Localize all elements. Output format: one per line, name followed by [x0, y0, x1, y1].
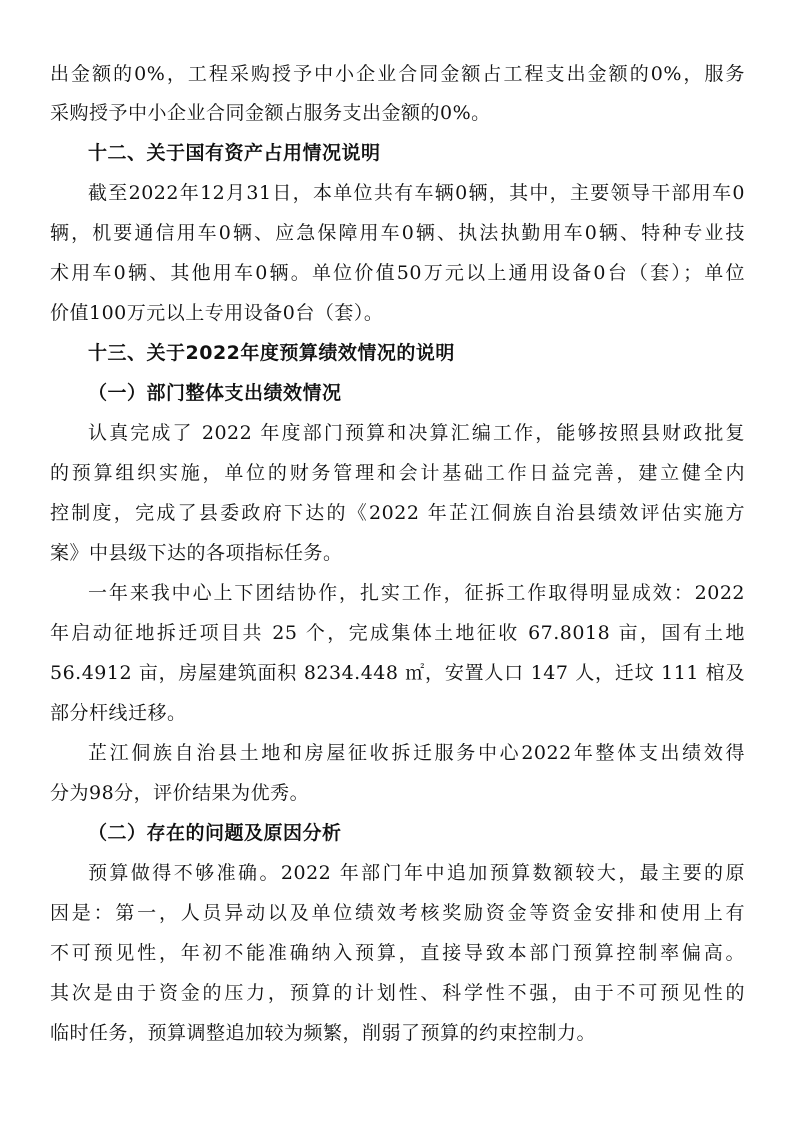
text-line: 其次是由于资金的压力，预算的计划性、科学性不强，由于不可预见性的 — [50, 982, 745, 1004]
text-line: 采购授予中小企业合同金额占服务支出金额的0%。 — [50, 102, 491, 124]
text-line: 认真完成了 2022 年度部门预算和决算汇编工作，能够按照县财政批复 — [88, 422, 745, 444]
text-line: 56.4912 亩，房屋建筑面积 8234.448 ㎡，安置人口 147 人，迁坟 111 棺及 — [50, 662, 745, 684]
text-line: 年启动征地拆迁项目共 25 个，完成集体土地征收 67.8018 亩，国有土地 — [50, 622, 745, 644]
text-line: 一年来我中心上下团结协作，扎实工作，征拆工作取得明显成效：2022 — [88, 582, 745, 604]
text-line: 截至2022年12月31日，本单位共有车辆0辆，其中，主要领导干部用车0 — [88, 182, 745, 204]
text-line: 芷江侗族自治县土地和房屋征收拆迁服务中心2022年整体支出绩效得 — [88, 742, 745, 764]
text-line: 不可预见性，年初不能准确纳入预算，直接导致本部门预算控制率偏高。 — [50, 942, 745, 964]
section-heading: 十二、关于国有资产占用情况说明 — [88, 142, 381, 164]
text-line: 案》中县级下达的各项指标任务。 — [50, 542, 343, 564]
text-line: 出金额的0%，工程采购授予中小企业合同金额占工程支出金额的0%，服务 — [50, 63, 745, 85]
text-line: 价值100万元以上专用设备0台（套）。 — [50, 302, 384, 324]
subsection-heading: （二）存在的问题及原因分析 — [88, 822, 342, 844]
text-line: 的预算组织实施，单位的财务管理和会计基础工作日益完善，建立健全内 — [50, 462, 745, 484]
text-line: 辆，机要通信用车0辆、应急保障用车0辆、执法执勤用车0辆、特种专业技 — [50, 222, 745, 244]
text-line: 分为98分，评价结果为优秀。 — [50, 782, 310, 804]
text-line: 部分杆线迁移。 — [50, 702, 187, 724]
text-line: 因是：第一，人员异动以及单位绩效考核奖励资金等资金安排和使用上有 — [50, 902, 745, 924]
text-line: 控制度，完成了县委政府下达的《2022 年芷江侗族自治县绩效评估实施方 — [50, 502, 745, 524]
section-heading: 十三、关于2022年度预算绩效情况的说明 — [88, 342, 455, 364]
text-line: 临时任务，预算调整追加较为频繁，削弱了预算的约束控制力。 — [50, 1022, 597, 1044]
text-line: 术用车0辆、其他用车0辆。单位价值50万元以上通用设备0台（套）；单位 — [50, 262, 745, 284]
subsection-heading: （一）部门整体支出绩效情况 — [88, 382, 342, 404]
text-line: 预算做得不够准确。2022 年部门年中追加预算数额较大，最主要的原 — [88, 862, 745, 884]
